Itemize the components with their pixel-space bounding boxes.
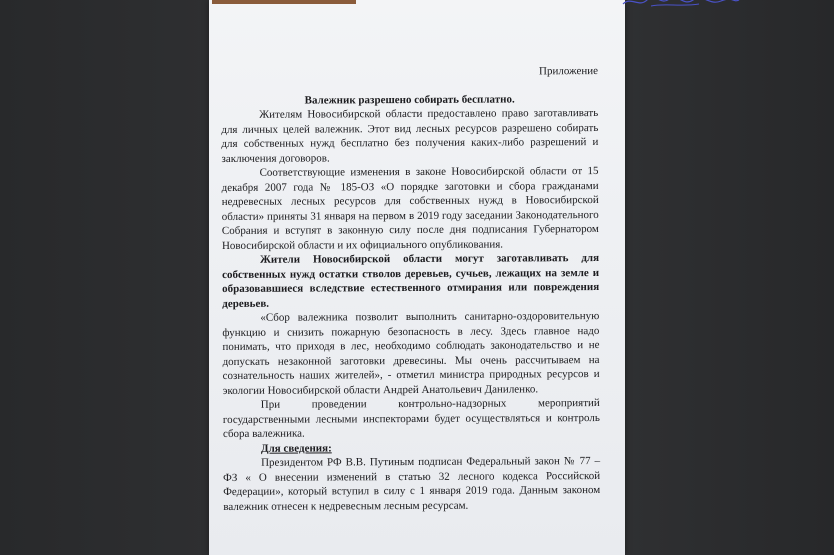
paragraph-1: Жителям Новосибирской области предоставлено право заготавливать для личных целей валежник. Этот вид лесных ресурсов разрешено собирать для собственных нужд бесплатно без получения каких-либо разрешений и заключения договоров. xyxy=(221,107,599,165)
dark-background-right xyxy=(625,0,834,555)
paper-sheet xyxy=(209,0,625,555)
paragraph-3-bold: Жители Новосибирской области могут заготавливать для собственных нужд остатки стволов деревьев, сучьев, лежащих на земле и образовавшиеся вследствие естественного отмирания или повреждения деревьев. xyxy=(222,252,600,310)
dark-background-left xyxy=(0,0,210,555)
handwritten-scribble xyxy=(621,0,741,10)
document-title: Валежник разрешено собирать бесплатно. xyxy=(304,92,515,107)
top-edge-object xyxy=(212,0,356,4)
paragraph-4-quote: «Сбор валежника позволит выполнить санитарно-оздоровительную функцию и снизить пожарную безопасность в лесу. Здесь главное надо понимать, что приходя в лес, необходимо соблюдать законодательство и не допускать незаконной заготовки древесины. Мы очень рассчитываем на сознательность наших жителей», - отметил министра природных ресурсов и экологии Новосибирской области Андрей Анатольевич Даниленко. xyxy=(222,310,600,397)
appendix-label: Приложение xyxy=(538,65,599,78)
paragraph-2: Соответствующие изменения в законе Новосибирской области от 15 декабря 2007 года № 185-ОЗ «О порядке заготовки и сбора гражданами недревесных лесных ресурсов для собственных нужд в Новосибирской области» приняты 31 января на первом в 2019 году заседании Законодательного Собрания и вступят в законную силу после дня подписания Губернатором Новосибирской области и их официального опубликования. xyxy=(221,165,599,252)
document-body xyxy=(221,64,600,514)
paragraph-5: При проведении контрольно-надзорных мероприятий государственными лесными инспекторами будет осуществляться и контроль сбора валежника. xyxy=(222,397,600,440)
section-heading: Для сведения: xyxy=(260,441,332,455)
paragraph-6: Президентом РФ В.В. Путиным подписан Федеральный закон № 77 – ФЗ « О внесении изменений в статью 32 лесного кодекса Российской Федерации», который вступил в силу с 1 января 2019 года. Данным законом валежник отнесен к недревесным лесным ресурсам. xyxy=(223,455,601,513)
